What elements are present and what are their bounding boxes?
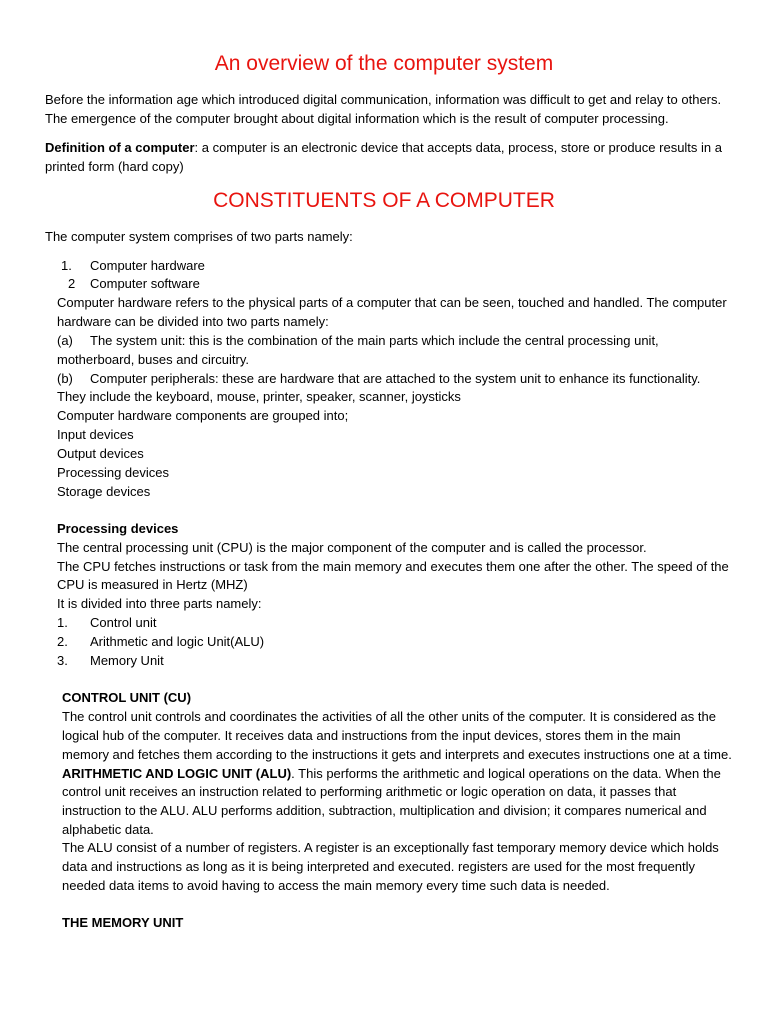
definition-line-1 <box>45 139 722 157</box>
hardware-line-2: hardware can be divided into two parts namely: <box>57 314 329 329</box>
memory-unit-heading: THE MEMORY UNIT <box>62 915 184 930</box>
alu-line-3: instruction to the ALU. ALU performs addition, subtraction, multiplication and division; it compares numerical and <box>62 803 707 818</box>
alu-line-2: control unit receives an instruction related to performing arithmetic or logic operation on data, it passes that <box>62 784 677 799</box>
hardware-a-marker: (a) <box>57 333 73 348</box>
control-unit-line-2: logical hub of the computer. It receives data and instructions from the input devices, stores them in the main <box>62 728 681 743</box>
cpu-part-1-number: 1. <box>57 615 68 630</box>
parts-item-1-number: 1. <box>61 258 72 273</box>
definition-text: : a computer is an electronic device that accepts data, process, store or produce results in a <box>194 140 722 155</box>
hardware-a-line-2: motherboard, buses and circuitry. <box>57 352 249 367</box>
control-unit-heading: CONTROL UNIT (CU) <box>62 690 192 705</box>
alu-line-1-text: . This performs the arithmetic and logical operations on the data. When the <box>291 766 721 781</box>
cpu-part-1-label: Control unit <box>90 615 157 630</box>
definition-label: Definition of a computer <box>45 140 195 155</box>
alu-line-4: alphabetic data. <box>62 822 154 837</box>
page-title: An overview of the computer system <box>214 52 554 75</box>
processing-heading: Processing devices <box>57 521 179 536</box>
definition-line-2: printed form (hard copy) <box>45 159 184 174</box>
group-item-input: Input devices <box>57 427 134 442</box>
cpu-part-2-number: 2. <box>57 634 68 649</box>
alu-line-5: The ALU consist of a number of registers. A register is an exceptionally fast temporary memory device which holds <box>62 840 719 855</box>
processing-line-1: The central processing unit (CPU) is the major component of the computer and is called the processor. <box>57 540 647 555</box>
hardware-b-marker: (b) <box>57 371 73 386</box>
intro-line-2: The emergence of the computer brought about digital information which is the result of computer processing. <box>45 111 669 126</box>
processing-line-3: CPU is measured in Hertz (MHZ) <box>57 577 248 592</box>
cpu-part-3-number: 3. <box>57 653 68 668</box>
processing-line-4: It is divided into three parts namely: <box>57 596 262 611</box>
hardware-line-1: Computer hardware refers to the physical parts of a computer that can be seen, touched and handled. The computer <box>57 295 727 310</box>
group-item-storage: Storage devices <box>57 484 151 499</box>
group-item-processing: Processing devices <box>57 465 169 480</box>
alu-line-7: needed data items to avoid having to access the main memory every time such data is needed. <box>62 878 610 893</box>
control-unit-line-1: The control unit controls and coordinates the activities of all the other units of the computer. It is considered as the <box>62 709 716 724</box>
parts-item-1-label: Computer hardware <box>90 258 205 273</box>
parts-intro: The computer system comprises of two parts namely: <box>45 229 353 244</box>
cpu-part-2-label: Arithmetic and logic Unit(ALU) <box>90 634 265 649</box>
parts-item-2-label: Computer software <box>90 276 200 291</box>
parts-item-2-number: 2 <box>68 276 76 291</box>
hardware-b-line-1: Computer peripherals: these are hardware that are attached to the system unit to enhance its functionality. <box>90 371 701 386</box>
grouped-intro: Computer hardware components are grouped into; <box>57 408 349 423</box>
hardware-a-line-1: The system unit: this is the combination of the main parts which include the central processing unit, <box>90 333 659 348</box>
processing-line-2: The CPU fetches instructions or task from the main memory and executes them one after the other. The speed of the <box>57 559 729 574</box>
cpu-part-3-label: Memory Unit <box>90 653 164 668</box>
alu-line-1 <box>62 765 721 783</box>
group-item-output: Output devices <box>57 446 144 461</box>
hardware-b-line-2: They include the keyboard, mouse, printer, speaker, scanner, joysticks <box>57 389 461 404</box>
alu-line-6: data and instructions as long as it is being interpreted and executed. registers are used for the most frequently <box>62 859 696 874</box>
control-unit-line-3: memory and fetches them according to the instructions it gets and interprets and executes instructions one at a time. <box>62 747 732 762</box>
alu-heading: ARITHMETIC AND LOGIC UNIT (ALU) <box>62 766 292 781</box>
intro-line-1: Before the information age which introduced digital communication, information was difficult to get and relay to others. <box>45 92 722 107</box>
section-title: CONSTITUENTS OF A COMPUTER <box>213 189 555 212</box>
